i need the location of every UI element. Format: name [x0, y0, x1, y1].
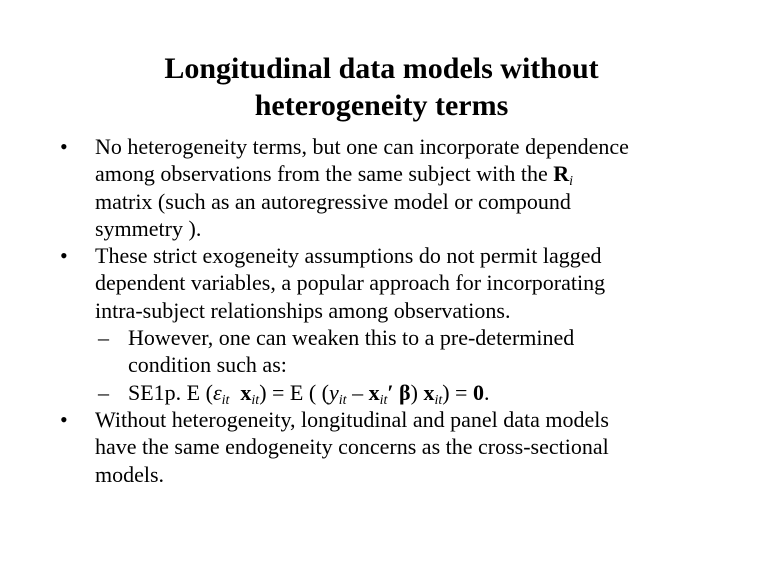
- bullet-without-heterogeneity: [60, 406, 740, 488]
- eq-end: .: [483, 379, 490, 405]
- subbullet-se1p-equation: [60, 379, 740, 406]
- x-subscript: it: [434, 392, 443, 408]
- bullet-marker: •: [60, 243, 68, 269]
- title-line-1: Longitudinal data models without: [164, 52, 599, 85]
- y-symbol: y: [329, 379, 339, 405]
- se1p-equation: [128, 379, 740, 406]
- title-line-2: heterogeneity terms: [254, 89, 509, 122]
- sub1-line1: However, one can weaken this to a pre-determined: [128, 325, 575, 351]
- eq-mid: ) = E ( (: [259, 379, 330, 405]
- bullet-marker: •: [60, 134, 68, 159]
- bullet2-line2: dependent variables, a popular approach for incorporating: [95, 270, 606, 296]
- bullet-marker: •: [60, 406, 68, 432]
- bullet1-line2: [95, 160, 740, 190]
- epsilon-symbol: ε: [212, 379, 222, 405]
- matrix-subscript: i: [569, 174, 574, 190]
- dash-marker: –: [98, 379, 109, 405]
- bullet2-line3: intra-subject relationships among observations.: [95, 297, 511, 323]
- epsilon-subscript: it: [221, 392, 230, 408]
- bullet1-line1: No heterogeneity terms, but one can incorporate dependence: [95, 134, 629, 159]
- x-subscript: it: [379, 392, 388, 408]
- x-subscript: it: [251, 392, 260, 408]
- subbullet-weaken: [60, 324, 740, 379]
- bullet-no-heterogeneity: [60, 133, 740, 242]
- beta-symbol: ′ β: [387, 379, 411, 405]
- zero-vector: 0: [472, 379, 484, 405]
- eq-close: ): [410, 379, 424, 405]
- bullet3-line2: have the same endogeneity concerns as the cross-sectional: [95, 434, 609, 460]
- bullet1-line2-text: among observations from the same subject with the: [95, 161, 554, 187]
- x-symbol: x: [423, 379, 435, 405]
- bullet3-line3: models.: [95, 461, 165, 487]
- x-symbol: x: [240, 379, 252, 405]
- bullet2-line1: These strict exogeneity assumptions do not permit lagged: [95, 243, 602, 269]
- bullet-strict-exogeneity: [60, 242, 740, 324]
- dash-marker: –: [98, 325, 109, 351]
- bullet1-line3: matrix (such as an autoregressive model or compound: [95, 188, 571, 214]
- matrix-symbol: R: [553, 161, 570, 187]
- sub1-line2: condition such as:: [128, 352, 287, 378]
- bullet1-line4: symmetry ).: [95, 215, 202, 241]
- eq-prefix: SE1p. E (: [128, 379, 213, 405]
- eq-equals: ) =: [442, 379, 473, 405]
- y-subscript: it: [338, 392, 347, 408]
- slide-body: [60, 133, 740, 488]
- slide-title: [0, 50, 763, 124]
- x-symbol: x: [368, 379, 380, 405]
- minus-sign: –: [346, 379, 369, 405]
- bullet3-line1: Without heterogeneity, longitudinal and panel data models: [95, 406, 609, 432]
